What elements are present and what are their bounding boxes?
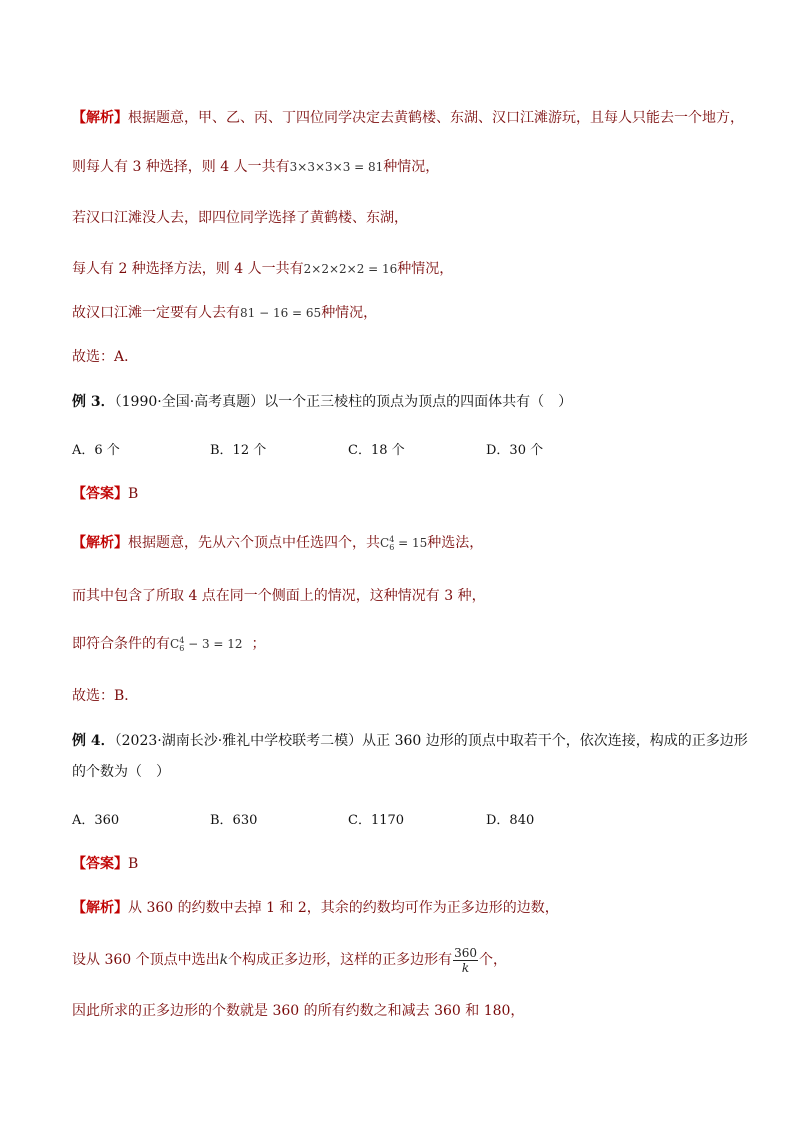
analysis-conclusion: 故选：A．	[72, 349, 139, 365]
example-4-option-c: C．1170	[348, 813, 405, 828]
example-3-answer: 【答案】B	[72, 486, 139, 502]
example-3-analysis-2: 而其中包含了所取 4 点在同一个侧面上的情况，这种情况有 3 种，	[72, 588, 486, 604]
answer-tag: 【答案】	[72, 486, 128, 502]
example-3-option-a: A．6 个	[72, 443, 120, 458]
example-3-question: 例 3．（1990·全国·高考真题）以一个正三棱柱的顶点为顶点的四面体共有（ ）	[72, 394, 573, 410]
example-4-analysis-2: 设从 360 个顶点中选出k个构成正多边形，这样的正多边形有 $\frac{360}{k}$ 个，	[72, 945, 508, 975]
example-4-question-line-2: 的个数为（ ）	[72, 764, 170, 780]
example-4-analysis-3: 因此所求的正多边形的个数就是 360 的所有约数之和减去 360 和 180，	[72, 1003, 525, 1019]
analysis-line-4: 每人有 2 种选择方法，则 4 人一共有2×2×2×2 = 16种情况，	[72, 261, 454, 277]
example-3-option-c: C．18 个	[348, 443, 405, 458]
analysis-line-2: 则每人有 3 种选择，则 4 人一共有3×3×3×3 = 81种情况，	[72, 159, 440, 175]
example-3-conclusion: 故选：B．	[72, 688, 139, 704]
example-3-option-d: D．30 个	[486, 443, 544, 458]
example-4-analysis-1: 【解析】从 360 的约数中去掉 1 和 2，其余的约数均可作为正多边形的边数，	[72, 900, 559, 916]
fraction-360-over-k: $\frac{360}{k}$	[454, 945, 478, 975]
analysis-line-1: 【解析】根据题意，甲、乙、丙、丁四位同学决定去黄鹤楼、东湖、汉口江滩游玩，且每人只能去一个地方，	[72, 110, 744, 126]
example-4-answer: 【答案】B	[72, 856, 139, 872]
example-3-analysis-3: 即符合条件的有C 4 6 − 3 = 12 ；	[72, 635, 266, 653]
example-4-option-b: B．630	[210, 813, 258, 828]
example-3-analysis-1: 【解析】根据题意，先从六个顶点中任选四个，共C 4 6 = 15种选法，	[72, 534, 484, 552]
analysis-line-5: 故汉口江滩一定要有人去有81 − 16 = 65种情况，	[72, 305, 378, 321]
analysis-tag: 【解析】	[72, 110, 128, 126]
example-4-question-line-1: 例 4．（2023·湖南长沙·雅礼中学校联考二模）从正 360 边形的顶点中取若干个，依次连接，构成的正多边形	[72, 733, 748, 749]
example-4-option-a: A．360	[72, 813, 120, 828]
analysis-line-3: 若汉口江滩没人去，即四位同学选择了黄鹤楼、东湖，	[72, 210, 408, 226]
example-4-option-d: D．840	[486, 813, 535, 828]
example-3-option-b: B．12 个	[210, 443, 267, 458]
